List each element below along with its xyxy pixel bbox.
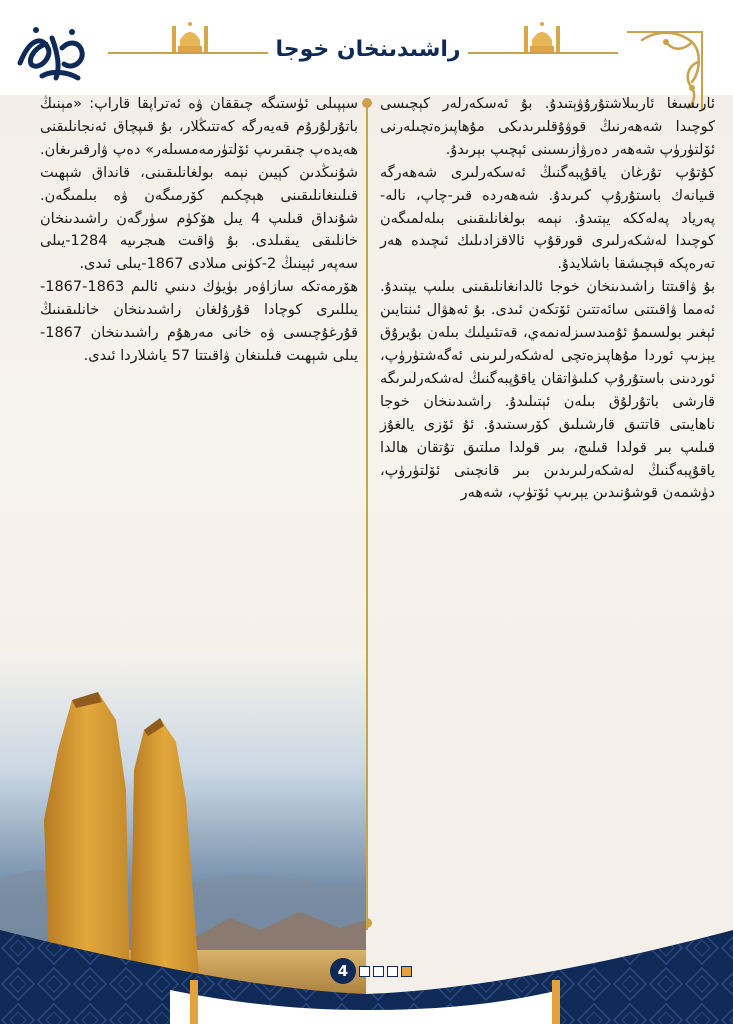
header-rule xyxy=(468,52,618,54)
header-rule xyxy=(108,52,268,54)
article-text-left-column: سېپىلى ئۈستىگە چىققان ۋە ئەتراپقا قاراپ: «مېنىڭ باتۇرلۇرۇم قەيەرگە كەتتىڭلار، بۇ قىپچاق ئەنجانلىقنى ھەيدەپ چىقىرىپ ئۆلتۈرمەمسىلەر» دەپ ۋارقىرىغان. شۇنىڭدىن كېيىن نېمە بولغانلىقىنى، قانداق شېھىت قىلىنغانلىقىنى ھېچكىم كۆرمىگەن ۋە بىلمىگەن. شۇنداق قىلىپ 4 يىل ھۆكۈم سۈرگەن راشىدىنخان خانلىقى يىقىلدى. بۇ ۋاقىت ھىجرىيە 1284-يىلى سەپەر ئېينىڭ 2-كۈنى مىلادى 1867-يىلى ئىدى. ھۆرمەتكە سازاۋەر بۈيۈك دىنىي ئالىم 1863-1867-يىللىرى كوچادا قۇرۇلغان راشىدىنخان خانلىقىنىڭ قۇرغۇچىسى ۋە خانى مەرھۇم راشىدىنخان 1867-يىلى شېھىت قىلىنغان ۋاقىتتا 57 ياشلاردا ئىدى. xyxy=(40,96,358,364)
divider-ornament xyxy=(362,98,372,108)
page-dot xyxy=(373,966,384,977)
mosque-icon xyxy=(168,18,212,54)
page-dot-active xyxy=(401,966,412,977)
article-text-right-column: ئارىسىغا ئاربىلاشتۇرۇۋېتىدۇ. بۇ ئەسكەرلەر كېچىسى كوچىدا شەھەرنىڭ قوۋۇقلىرىدىكى مۇھاپىزەتچىلەرنى ئۆلتۈرۈپ شەھەر دەرۋازىسىنى ئېچىپ بېرىدۇ. كۇتۇپ تۇرغان ياقۇپبەگنىڭ ئەسكەرلىرى شەھەرگە قىيانەك باستۇرۇپ كىرىدۇ. شەھەردە قىر-چاپ، نالە-پەرياد پەلەككە يېتىدۇ. نېمە بولغانلىقىنى بىلەلمىگەن كوچىدا لەشكەرلىرى قورقۇپ ئالاقزادىلىك ئىچىدە ھەر تەرەپكە قېچىشقا باشلايدۇ. بۇ ۋاقىتتا راشىدىنخان خوجا ئالدانغانلىقىنى بىلىپ يېتىدۇ. ئەمما ۋاقىتنى سائەتتىن ئۆتكەن ئىدى. بۇ ئەھۋال ئىنتايىن ئېغىر بولسىمۇ ئۇمىدسىزلەنمەي، قەتئىيلىك بىلەن بۇيرۇق يېزىپ ئوردا مۇھاپىزەتچى لەشكەرلىرىنى ئەگەشتۈرۈپ، ئوردىنى باستۇرۇپ كىلىۋاتقان ياقۇپبەگنىڭ لەشكەرلىرىگە قارشى باتۇرلۇق بىلەن ئېتىلىدۇ. راشىدىنخان خوجا ناھايىتى قاتتىق قارشىلىق كۆرسىتىدۇ. ئۇ ئۆزى يالغۇز قىلىپ بىر قولدا قىلىچ، بىر قولدا مىلتىق تۇتقان ھالدا ياقۇپبەگنىڭ لەشكەرلىرىدىن بىر قانچىنى ئۆلتۈرۈپ، دۈشمەن قوشۇنىدىن يېرىپ ئۆتۈپ، شەھەر xyxy=(380,96,715,502)
column-divider xyxy=(366,100,368,930)
magazine-logo xyxy=(12,18,92,88)
page-number: 4 xyxy=(330,958,356,984)
mosque-icon xyxy=(520,18,564,54)
page-indicator xyxy=(330,958,430,984)
page-title: راشىدىنخان خوجا xyxy=(275,37,461,62)
page-dot xyxy=(387,966,398,977)
page-dot xyxy=(359,966,370,977)
